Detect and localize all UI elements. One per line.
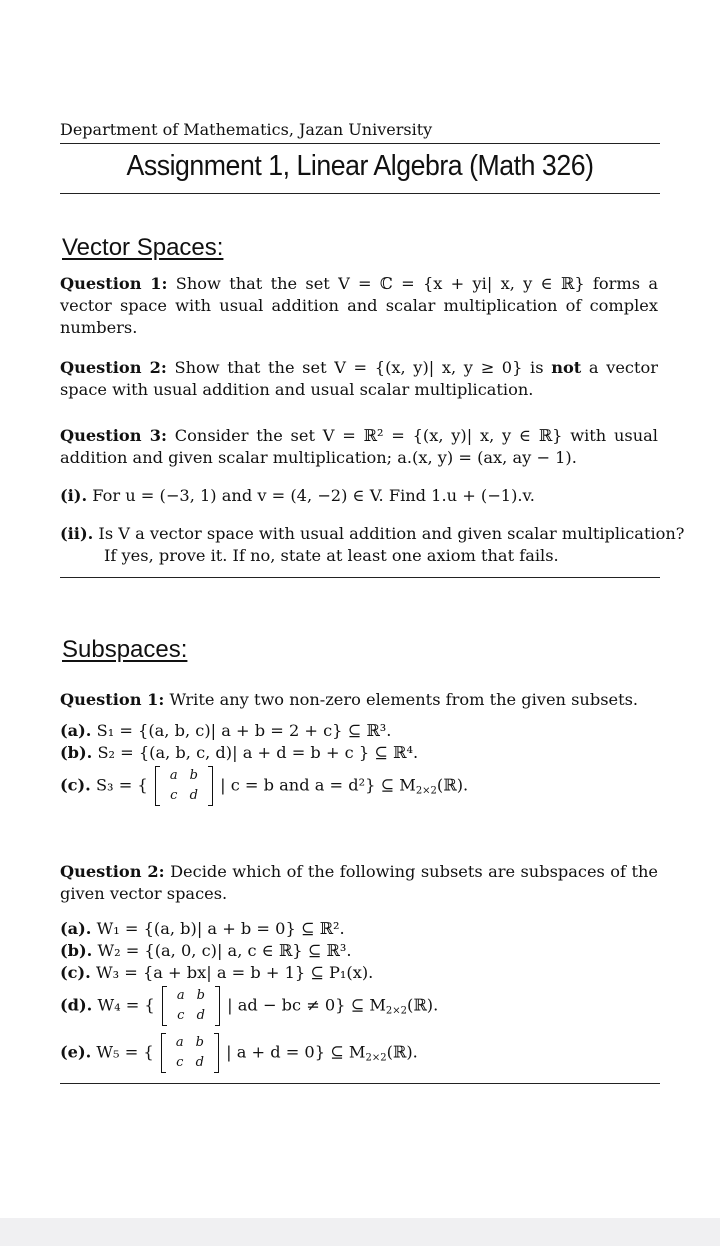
matrix-entry: b — [196, 988, 205, 1003]
matrix-entry: b — [195, 1035, 204, 1050]
question-label: Question 1: — [60, 274, 168, 293]
part-label: (c). — [60, 963, 91, 982]
ss-q2-part-b — [60, 940, 352, 962]
matrix-entry: c — [176, 1055, 184, 1070]
matrix-entry: a — [176, 988, 185, 1003]
matrix-2x2 — [161, 1033, 219, 1073]
matrix-entry: a — [175, 1035, 184, 1050]
matrix-entry: d — [196, 1008, 205, 1023]
ss-q1-part-b — [60, 742, 418, 764]
matrix-entry: b — [189, 768, 198, 783]
vs-q3-part-ii-line-2: If yes, prove it. If no, state at least one axiom that fails. — [104, 546, 559, 565]
department-header: Department of Mathematics, Jazan University — [60, 120, 433, 139]
matrix-entry: d — [195, 1055, 204, 1070]
matrix-space-field: (ℝ). — [386, 1042, 418, 1062]
section-heading-subspaces: Subspaces: — [62, 636, 188, 663]
question-text-start: Show that the set V = {(x, y)| x, y ≥ 0} is — [174, 358, 544, 377]
section-rule-1 — [60, 577, 660, 578]
part-label: (a). — [60, 721, 92, 740]
question-text: Consider the set V = ℝ² = {(x, y)| x, y ∈ ℝ} with usual addition and given scalar multiplication; a.(x, y) = (ax, ay − 1). — [60, 426, 658, 467]
part-text: S₁ = {(a, b, c)| a + b = 2 + c} ⊆ ℝ³. — [96, 721, 392, 740]
matrix-space-dimension: 2×2 — [415, 785, 437, 797]
section-rule-2 — [60, 1083, 660, 1084]
question-label: Question 1: — [60, 690, 165, 709]
part-text: S₂ = {(a, b, c, d)| a + d = b + c } ⊆ ℝ⁴. — [97, 743, 419, 762]
set-prefix: S₃ = { — [95, 775, 148, 795]
ss-q1-part-a — [60, 720, 391, 742]
part-label: (a). — [60, 919, 92, 938]
matrix-entry: c — [170, 788, 178, 803]
vs-question-1 — [60, 273, 658, 339]
ss-q2-part-a — [60, 918, 345, 940]
matrix-entry: c — [177, 1008, 185, 1023]
matrix-space-dimension: 2×2 — [385, 1005, 408, 1017]
vs-question-2 — [60, 357, 658, 401]
matrix-space-field: (ℝ). — [407, 995, 439, 1015]
vs-question-3 — [60, 425, 658, 469]
ss-q2-part-c — [60, 962, 373, 984]
assignment-title: Assignment 1, Linear Algebra (Math 326) — [126, 150, 594, 182]
header-rule-top — [60, 143, 660, 144]
part-label: (d). — [60, 995, 93, 1015]
part-text: W₁ = {(a, b)| a + b = 0} ⊆ ℝ². — [96, 919, 345, 938]
set-prefix: W₅ = { — [96, 1042, 154, 1062]
part-text: For u = (−3, 1) and v = (4, −2) ∈ V. Find 1.u + (−1).v. — [92, 486, 535, 505]
set-condition: | a + d = 0} ⊆ M — [226, 1042, 366, 1062]
vs-q3-part-i — [60, 485, 535, 507]
ss-q2-part-d — [60, 986, 438, 1026]
part-label: (i). — [60, 486, 88, 505]
matrix-2x2 — [155, 766, 213, 806]
emphasis-not: not — [551, 358, 582, 377]
question-text: Write any two non-zero elements from the given subsets. — [169, 690, 639, 709]
question-label: Question 2: — [60, 358, 167, 377]
part-label: (e). — [60, 1042, 92, 1062]
part-label: (c). — [60, 775, 91, 795]
question-text: Show that the set V = ℂ = {x + yi| x, y ∈ ℝ} forms a vector space with usual addition and scalar multiplication of complex numbers. — [60, 274, 658, 337]
question-label: Question 3: — [60, 426, 167, 445]
section-heading-vector-spaces: Vector Spaces: — [62, 234, 224, 261]
set-condition: | c = b and a = d²} ⊆ M — [220, 775, 416, 795]
ss-question-2 — [60, 861, 658, 905]
part-label: (b). — [60, 941, 93, 960]
part-text: W₂ = {(a, 0, c)| a, c ∈ ℝ} ⊆ ℝ³. — [97, 941, 352, 960]
matrix-space-dimension: 2×2 — [365, 1052, 387, 1064]
part-label: (ii). — [60, 524, 94, 543]
ss-question-1 — [60, 689, 658, 711]
matrix-2x2 — [162, 986, 220, 1026]
matrix-entry: d — [189, 788, 198, 803]
question-text: Decide which of the following subsets are subspaces of the given vector spaces. — [60, 862, 658, 903]
set-condition: | ad − bc ≠ 0} ⊆ M — [227, 995, 386, 1015]
part-label: (b). — [60, 743, 93, 762]
question-text-end: a vector space with usual addition and usual scalar multiplication. — [60, 358, 658, 399]
ss-q1-part-c — [60, 766, 468, 806]
ss-q2-part-e — [60, 1033, 418, 1073]
matrix-entry: a — [169, 768, 178, 783]
vs-q3-part-ii — [60, 523, 684, 545]
part-text: W₃ = {a + bx| a = b + 1} ⊆ P₁(x). — [95, 963, 374, 982]
matrix-space-field: (ℝ). — [436, 775, 469, 795]
part-text-line-1: Is V a vector space with usual addition and given scalar multiplication? — [98, 524, 685, 543]
viewer-bottom-bar — [0, 1218, 720, 1246]
question-label: Question 2: — [60, 862, 165, 881]
header-rule-bottom — [60, 193, 660, 194]
set-prefix: W₄ = { — [97, 995, 155, 1015]
